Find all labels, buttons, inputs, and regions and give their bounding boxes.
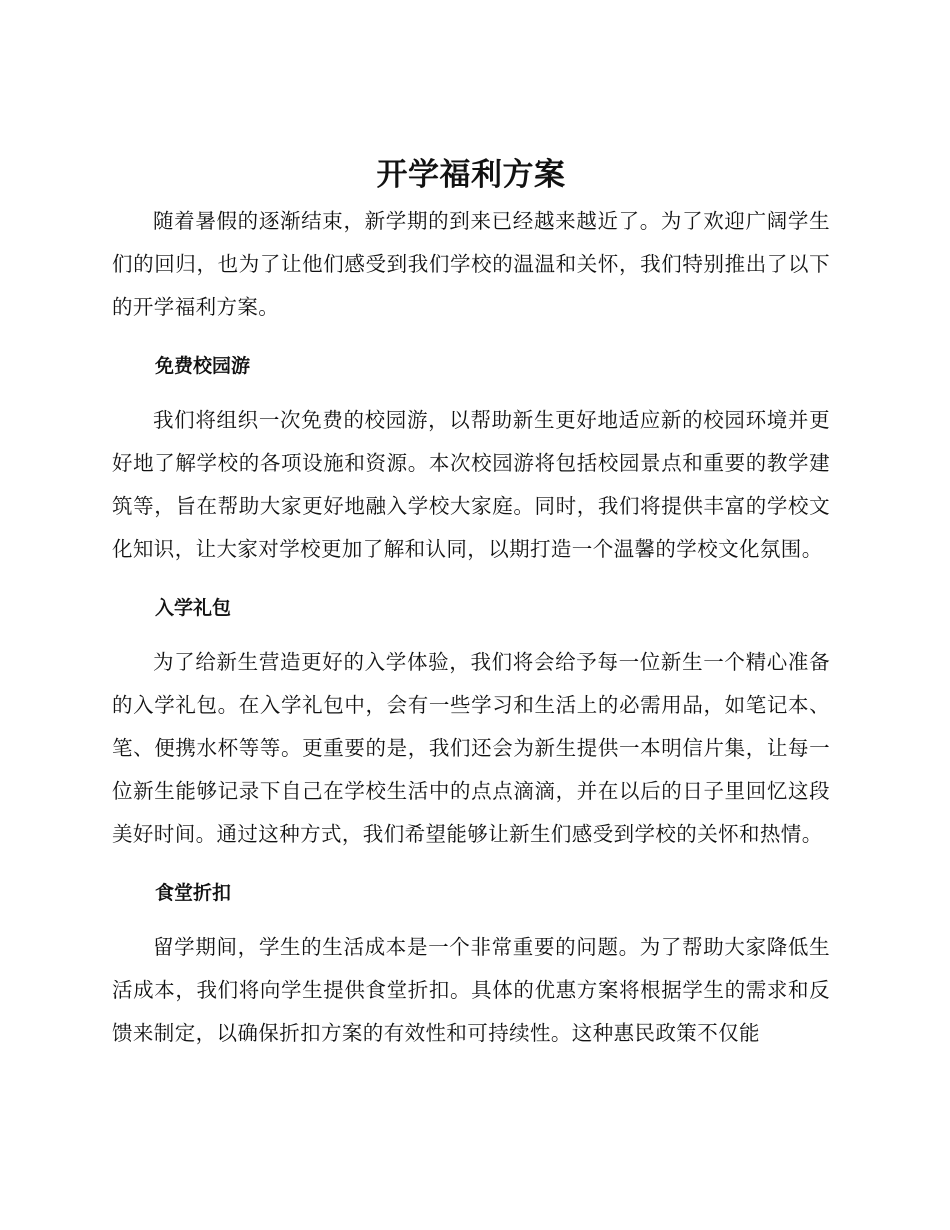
section-body-campus-tour: 我们将组织一次免费的校园游，以帮助新生更好地适应新的校园环境并更好地了解学校的各项设施和资源。本次校园游将包括校园景点和重要的教学建筑等，旨在帮助大家更好地融入学校大家庭。同时，我们将提供丰富的学校文化知识，让大家对学校更加了解和认同，以期打造一个温馨的学校文化氛围。 [112,408,830,561]
section-heading-campus-tour: 免费校园游 [155,355,251,377]
section-body-canteen-discount: 留学期间，学生的生活成本是一个非常重要的问题。为了帮助大家降低生活成本，我们将向学生提供食堂折扣。具体的优惠方案将根据学生的需求和反馈来制定，以确保折扣方案的有效性和可持续性。这种惠民政策不仅能 [112,935,830,1045]
section-heading-welcome-pack: 入学礼包 [155,597,232,619]
intro-paragraph: 随着暑假的逐渐结束，新学期的到来已经越来越近了。为了欢迎广阔学生们的回归，也为了让他们感受到我们学校的温温和关怀，我们特别推出了以下的开学福利方案。 [112,209,830,319]
document-title: 开学福利方案 [376,157,566,193]
section-body-welcome-pack: 为了给新生营造更好的入学体验，我们将会给予每一位新生一个精心准备的入学礼包。在入学礼包中，会有一些学习和生活上的必需用品，如笔记本、笔、便携水杯等等。更重要的是，我们还会为新生提供一本明信片集，让每一位新生能够记录下自己在学校生活中的点点滴滴，并在以后的日子里回忆这段美好时间。通过这种方式，我们希望能够让新生们感受到学校的关怀和热情。 [112,650,830,846]
section-heading-canteen-discount: 食堂折扣 [155,882,232,904]
document-page [112,150,830,1055]
